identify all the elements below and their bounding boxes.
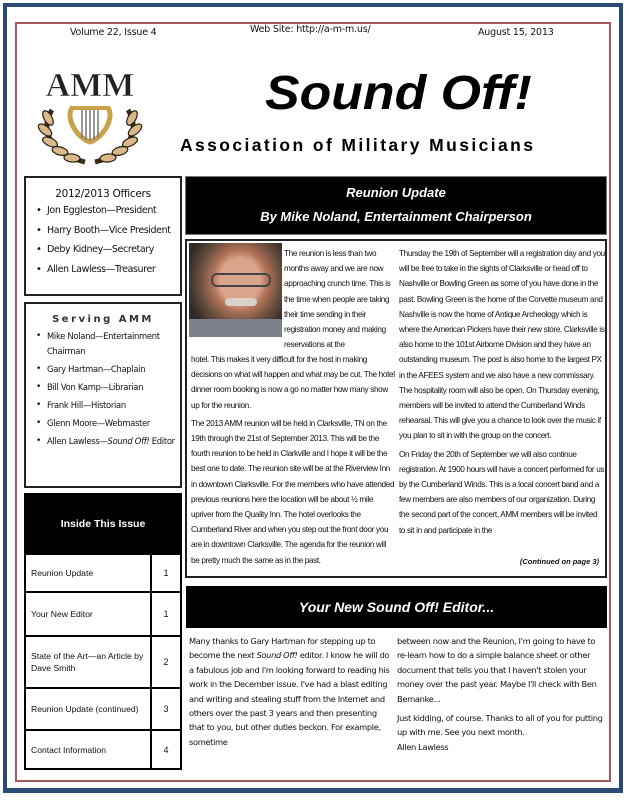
toc-row[interactable]: [26, 687, 180, 729]
toc-row-label: State of the Art—an Article by Dave Smith: [26, 637, 152, 687]
paragraph: The reunion is less than two months away and we are now approaching crunch time. This is the time when people are taking their time sending in their registration money and making reservations at the: [284, 249, 391, 350]
serving-item: • Glenn Moore—Webmaster: [36, 416, 180, 431]
logo-text: AMM: [45, 67, 135, 104]
toc-title: Inside This Issue: [26, 495, 180, 553]
editor-text-col-a: [189, 634, 394, 754]
paragraph: hotel. This makes it very difficult for the host in making decisions on what will happen and what may be cut. The hotel dinner room booking is now a go no matter how many show up for the reunion.: [191, 355, 395, 410]
toc-row-page: 1: [163, 609, 169, 619]
serving-item-italic: Sound Off!: [107, 436, 150, 446]
signature: Allen Lawless: [397, 741, 449, 752]
toc-row[interactable]: [26, 553, 180, 591]
serving-item: • Mike Noland—Entertainment Chairman: [36, 329, 180, 359]
reunion-text-col-b: [399, 246, 605, 541]
issue-date: August 15, 2013: [478, 27, 554, 38]
editor-banner: [186, 586, 607, 628]
newsletter-title: Sound Off!: [265, 67, 532, 120]
volume-issue: Volume 22, Issue 4: [70, 27, 157, 38]
toc-row-page: 2: [163, 657, 169, 667]
toc-row[interactable]: [26, 591, 180, 635]
editor-title: Your New Sound Off! Editor...: [298, 599, 495, 615]
serving-item: • Frank Hill—Historian: [36, 398, 180, 413]
toc-row[interactable]: [26, 729, 180, 769]
text-part: Many thanks to Gary Hartman for stepping up to become the next: [189, 636, 376, 661]
continued-link[interactable]: (Continued on page 3): [519, 557, 599, 566]
website-link[interactable]: Web Site: http://a-m-m.us/: [250, 24, 371, 35]
serving-item-prefix: Allen Lawless—: [47, 436, 108, 446]
photo-shirt: [189, 319, 282, 337]
serving-item: • Bill Von Kamp—Librarian: [36, 380, 180, 395]
photo-glasses: [211, 273, 271, 287]
paragraph: Thursday the 19th of September will a registration day and you will be free to take in the sights of Clarksville or head off to Nashville or Bowling Green as some of you have done in the past. Bowling Green is the home of the Corvette museum and Nashville is now the home of Antique Archeology which is where the American Pickers have their new store. Clarksville is also home to the 101st Airborne Division and they have an outstanding museum. The post is also home to the largest PX in the AFEES system and we also have a new commissary. The hospitality room will also be open. On Thursday evening, members will be invited to attend the Cumberland Winds rehearsal. This will give you a chance to look over the music if you plan to sit in with the group on the concert.: [399, 249, 605, 441]
toc-row-label: Your New Editor: [26, 593, 152, 635]
serving-list: [26, 329, 180, 449]
inside-this-issue-table: [24, 493, 182, 770]
toc-row-label: Contact Information: [26, 731, 152, 769]
officers-box: [24, 176, 182, 296]
reunion-article: [185, 239, 607, 578]
text-italic: Sound Off!: [256, 650, 298, 661]
organization-name: Association of Military Musicians: [180, 135, 536, 155]
serving-item-suffix: Editor: [149, 436, 175, 446]
serving-amm-box: [24, 302, 182, 488]
officer-item: • Allen Lawless—Treasurer: [36, 263, 180, 276]
reunion-banner: [185, 176, 607, 235]
toc-row-label: Reunion Update (continued): [26, 689, 152, 729]
paragraph: between now and the Reunion, I'm going to have to re-learn how to do a simple balance sheet or other document that tells you that I haven't stolen your money over the past year. Maybe I'll check with Ben Bernanke...: [397, 636, 597, 704]
paragraph: Just kidding, of course. Thanks to all of you for putting up with me. See you next month.: [397, 713, 603, 738]
photo-mustache: [225, 298, 257, 306]
author-photo: [189, 243, 282, 337]
toc-row-page: 1: [163, 568, 169, 578]
toc-row[interactable]: [26, 635, 180, 687]
serving-item: • Gary Hartman—Chaplain: [36, 362, 180, 377]
editor-text-col-b: [397, 634, 607, 759]
officer-item: • Deby Kidney—Secretary: [36, 243, 180, 256]
reunion-title: Reunion Update: [346, 185, 446, 200]
lyre-icon: [70, 108, 110, 142]
toc-row-label: Reunion Update: [26, 555, 152, 591]
officers-list: [26, 204, 180, 276]
officer-item: • Jon Eggleston—President: [36, 204, 180, 217]
serving-item: [36, 434, 180, 449]
paragraph: The 2013 AMM reunion will be held in Clarksville, TN on the 19th through the 21st of September 2013. This will be the fourth reunion to be held in Clarkville and I hope it will be the best one to date. The reunion site will be at the Riverview Inn in downtown Clarksville. For the members who have attended previous reunions here the location will be about ½ mile upriver from the Quality Inn. The hotel overlooks the Cumberland River and when you step out the front door you are in downtown Clarksville. The agenda for the reunion will be pretty much the same as in the past.: [191, 418, 395, 565]
amm-lyre-logo-icon: [30, 58, 150, 168]
text-part: editor. I know he will do a fabulous job and I'm looking forward to reading his work in the December issue. I've had a blast editing and writing and stealing stuff from the Internet and others over the past 3 years and then presenting that to you, but other duties beckon. For example, sometime: [189, 650, 390, 747]
toc-row-page: 3: [163, 704, 169, 714]
toc-row-page: 4: [163, 745, 169, 755]
reunion-text-col-a-top: [284, 246, 396, 355]
reunion-byline: By Mike Noland, Entertainment Chairperson: [260, 209, 532, 224]
officers-title: 2012/2013 Officers: [55, 188, 151, 200]
serving-title: Serving AMM: [52, 314, 154, 325]
paragraph: On Friday the 20th of September we will also continue registration. At 1900 hours will have a concert performed for us by the Cumberland Winds. This is a local concert band and a few members are also members of our organization. During the second part of the concert, AMM members will be invited to sit in and participate in the: [399, 449, 605, 535]
paragraph: [189, 634, 394, 749]
officer-item: • Harry Booth—Vice President: [36, 224, 180, 237]
reunion-text-col-a-bottom: [191, 352, 396, 571]
